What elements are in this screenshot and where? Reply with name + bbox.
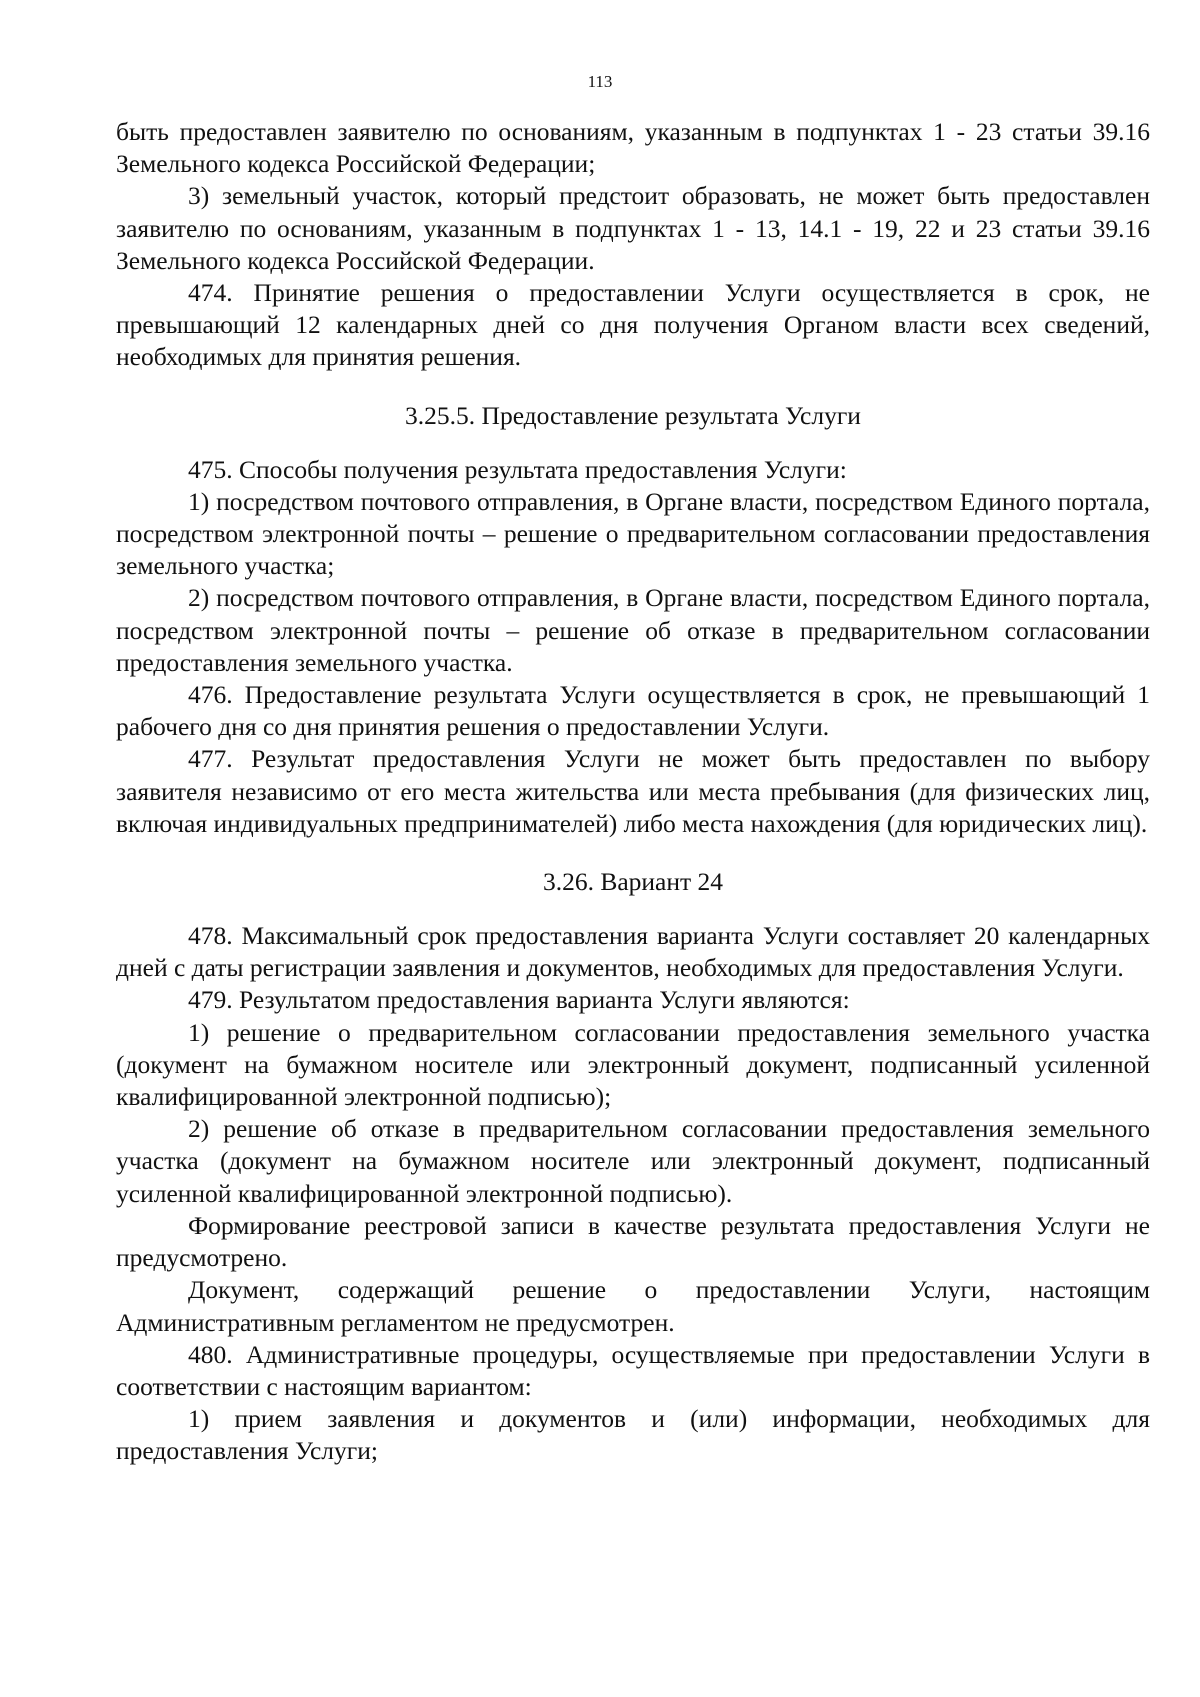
paragraph-item-3: 3) земельный участок, который предстоит образовать, не может быть предоставлен заявителю по основаниям, указанным в подпунктах 1 - 13, 14.1 - 19, 22 и 23 статьи 39.16 Земельного кодекса Российской Федерации.	[116, 181, 1150, 275]
paragraph-registry-record: Формирование реестровой записи в качестве результата предоставления Услуги не предусмотрено.	[116, 1210, 1150, 1273]
section-heading-3-26: 3.26. Вариант 24	[542, 867, 724, 897]
paragraph-continuation: быть предоставлен заявителю по основаниям, указанным в подпунктах 1 - 23 статьи 39.16 Земельного кодекса Российской Федерации;	[116, 117, 1150, 179]
paragraph-480: 480. Административные процедуры, осуществляемые при предоставлении Услуги в соответствии с настоящим вариантом:	[116, 1339, 1150, 1401]
paragraph-475-item-2: 2) посредством почтового отправления, в Органе власти, посредством Единого портала, посредством электронной почты – решение об отказе в предварительном согласовании предоставления земельного участка.	[116, 583, 1150, 677]
paragraph-479-item-2: 2) решение об отказе в предварительном согласовании предоставления земельного участка (документ на бумажном носителе или электронный документ, подписанный усиленной квалифицированной электронной подписью).	[116, 1114, 1150, 1208]
paragraph-475-item-1: 1) посредством почтового отправления, в Органе власти, посредством Единого портала, посредством электронной почты – решение о предварительном согласовании предоставления земельного участка;	[116, 486, 1150, 581]
paragraph-479-item-1: 1) решение о предварительном согласовании предоставления земельного участка (документ на бумажном носителе или электронный документ, подписанный усиленной квалифицированной электронной подписью);	[116, 1017, 1150, 1112]
section-heading-3-25-5: 3.25.5. Предоставление результата Услуги	[405, 400, 861, 430]
paragraph-474: 474. Принятие решения о предоставлении Услуги осуществляется в срок, не превышающий 12 календарных дней со дня получения Органом власти всех сведений, необходимых для принятия решения.	[116, 278, 1150, 372]
paragraph-decision-document: Документ, содержащий решение о предоставлении Услуги, настоящим Административным регламентом не предусмотрен.	[116, 1275, 1150, 1337]
paragraph-477: 477. Результат предоставления Услуги не может быть предоставлен по выбору заявителя независимо от его места жительства или места пребывания (для физических лиц, включая индивидуальных предпринимателей) либо места нахождения (для юридических лиц).	[116, 744, 1150, 838]
paragraph-478: 478. Максимальный срок предоставления варианта Услуги составляет 20 календарных дней с даты регистрации заявления и документов, необходимых для предоставления Услуги.	[116, 921, 1150, 983]
paragraph-475: 475. Способы получения результата предоставления Услуги:	[188, 454, 847, 484]
paragraph-480-item-1: 1) прием заявления и документов и (или) информации, необходимых для предоставления Услуги;	[116, 1404, 1150, 1466]
page-number: 113	[587, 72, 613, 91]
document-body	[116, 116, 1150, 1468]
paragraph-476: 476. Предоставление результата Услуги осуществляется в срок, не превышающий 1 рабочего дня со дня принятия решения о предоставлении Услуги.	[116, 680, 1150, 742]
paragraph-479: 479. Результатом предоставления варианта Услуги являются:	[188, 985, 850, 1015]
